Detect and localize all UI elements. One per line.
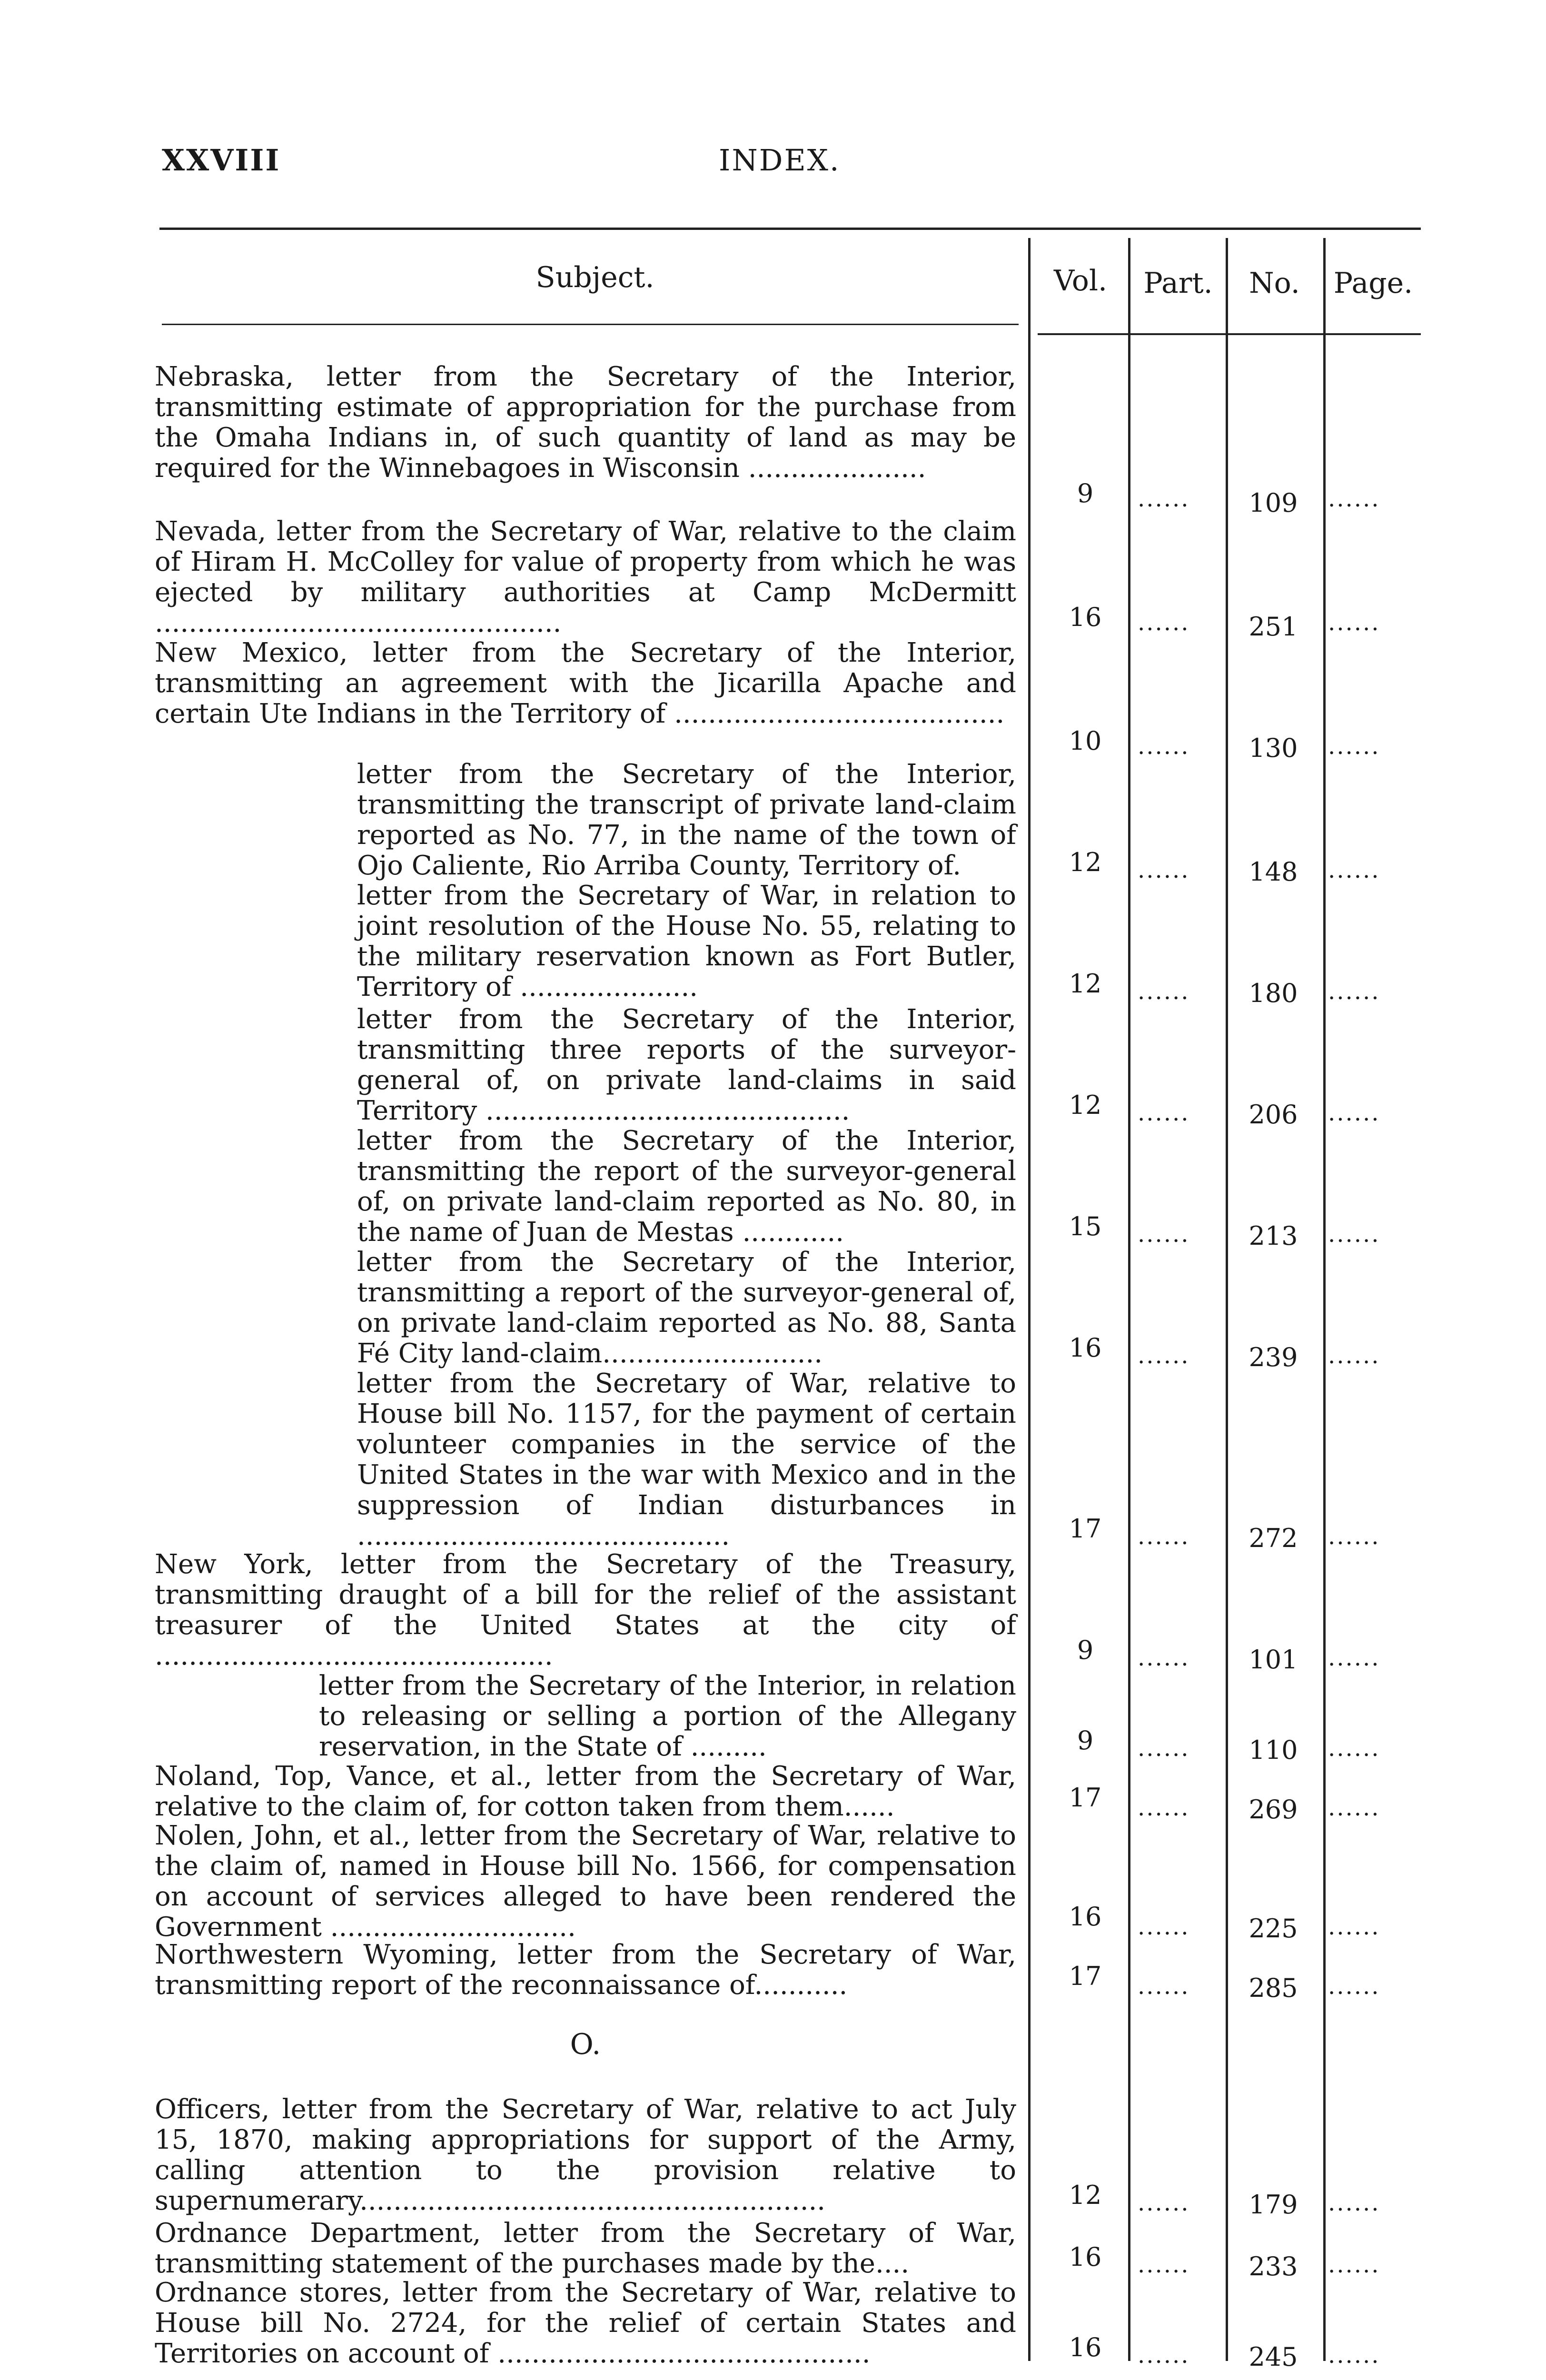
column-header-vol: Vol.: [1053, 264, 1108, 298]
index-entry: [357, 1247, 1016, 1369]
index-entry: [357, 1368, 1016, 1551]
entry-part-placeholder: ......: [1138, 1100, 1190, 1126]
entry-vol: 16: [1069, 2332, 1102, 2362]
entry-vol: 15: [1069, 1211, 1102, 1241]
entry-no: 225: [1249, 1914, 1298, 1944]
entry-part-placeholder: ......: [1138, 1645, 1190, 1671]
entry-vol: 12: [1069, 1090, 1102, 1120]
entry-text: Officers, letter from the Secretary of War, relative to act July 15, 1870, making appropriations for support of the Army, calling attention to the provision relative to supernumerary.......................................................: [155, 2094, 1016, 2216]
index-entry: [319, 1671, 1016, 1762]
entry-text: letter from the Secretary of the Interior, transmitting three reports of the surveyor-general of, on private land-claims in said Territory ...........................................: [357, 1004, 1016, 1126]
entry-no: 251: [1249, 612, 1298, 642]
column-header-subject: Subject.: [535, 261, 654, 294]
index-entry: [357, 1126, 1016, 1248]
column-header-part: Part.: [1143, 267, 1213, 300]
entry-page-placeholder: ......: [1328, 1523, 1380, 1550]
entry-page-placeholder: ......: [1328, 1221, 1380, 1248]
entry-page-placeholder: ......: [1328, 2251, 1380, 2278]
entry-no: 101: [1249, 1645, 1298, 1675]
entry-part-placeholder: ......: [1138, 609, 1190, 636]
entry-text: Noland, Top, Vance, et al., letter from the Secretary of War, relative to the claim of, for cotton taken from them......: [155, 1761, 1016, 1822]
entry-text: letter from the Secretary of the Interior, transmitting the transcript of private land-claim reported as No. 77, in the name of the town of Ojo Caliente, Rio Arriba County, Territory of.: [357, 759, 1016, 881]
entry-text: letter from the Secretary of the Interior, transmitting a report of the surveyor-general of, on private land-claim reported as No. 88, Santa Fé City land-claim..........................: [357, 1247, 1016, 1369]
entry-vol: 17: [1069, 1783, 1102, 1813]
index-entry: [155, 1821, 1016, 1943]
column-divider-no-page: [1323, 238, 1326, 2361]
entry-text: Nevada, letter from the Secretary of War, relative to the claim of Hiram H. McColley for value of property from which he was ejected by military authorities at Camp McDermitt ................................................: [155, 516, 1016, 638]
index-entry: [155, 2218, 1016, 2279]
entry-vol: 12: [1069, 847, 1102, 877]
entry-page-placeholder: ......: [1328, 1342, 1380, 1369]
entry-vol: 9: [1077, 1635, 1094, 1665]
entry-part-placeholder: ......: [1138, 1523, 1190, 1550]
entry-page-placeholder: ......: [1328, 978, 1380, 1005]
column-divider-subject-vol: [1028, 238, 1031, 2361]
entry-no: 179: [1249, 2190, 1298, 2220]
entry-part-placeholder: ......: [1138, 1735, 1190, 1762]
entry-vol: 9: [1077, 1726, 1094, 1755]
entry-no: 233: [1249, 2251, 1298, 2281]
index-entry: [155, 1549, 1016, 1671]
entry-vol: 16: [1069, 2242, 1102, 2272]
page-number: XXVIII: [162, 143, 281, 178]
entry-vol: 16: [1069, 602, 1102, 632]
entry-no: 110: [1249, 1735, 1298, 1765]
entry-vol: 16: [1069, 1902, 1102, 1932]
index-entry: [357, 759, 1016, 881]
entry-page-placeholder: ......: [1328, 733, 1380, 760]
index-entry: [155, 638, 1016, 729]
entry-no: 130: [1249, 733, 1298, 763]
entry-text: letter from the Secretary of War, in relation to joint resolution of the House No. 55, relating to the military reservation known as Fort Butler, Territory of .....................: [357, 880, 1016, 1002]
index-entry: [357, 1004, 1016, 1126]
entry-part-placeholder: ......: [1138, 1221, 1190, 1248]
entry-part-placeholder: ......: [1138, 486, 1190, 512]
entry-text: New York, letter from the Secretary of the Treasury, transmitting draught of a bill for the relief of the assistant treasurer of the United States at the city of ...............................................: [155, 1549, 1016, 1671]
entry-text: Northwestern Wyoming, letter from the Secretary of War, transmitting report of the reconnaissance of...........: [155, 1939, 1016, 2001]
entry-page-placeholder: ......: [1328, 2342, 1380, 2369]
entry-no: 180: [1249, 978, 1298, 1008]
entry-part-placeholder: ......: [1138, 733, 1190, 760]
entry-part-placeholder: ......: [1138, 1795, 1190, 1821]
entry-no: 213: [1249, 1221, 1298, 1251]
entry-page-placeholder: ......: [1328, 486, 1380, 512]
index-entry: [155, 2278, 1016, 2369]
entry-no: 269: [1249, 1795, 1298, 1825]
entry-vol: 12: [1069, 2180, 1102, 2210]
entry-page-placeholder: ......: [1328, 857, 1380, 883]
entry-vol: 12: [1069, 969, 1102, 999]
entry-no: 109: [1249, 488, 1298, 518]
subject-header-underline: [162, 324, 1019, 325]
entry-vol: 10: [1069, 726, 1102, 756]
entry-part-placeholder: ......: [1138, 1342, 1190, 1369]
entry-page-placeholder: ......: [1328, 1100, 1380, 1126]
entry-page-placeholder: ......: [1328, 1973, 1380, 2000]
entry-no: 245: [1249, 2342, 1298, 2372]
index-entry: [155, 2094, 1016, 2216]
page-title: INDEX.: [719, 143, 841, 178]
entry-page-placeholder: ......: [1328, 1914, 1380, 1940]
entry-page-placeholder: ......: [1328, 1795, 1380, 1821]
entry-text: Nolen, John, et al., letter from the Secretary of War, relative to the claim of, named in House bill No. 1566, for compensation on account of services alleged to have been rendered the Government .............................: [155, 1820, 1016, 1943]
entry-page-placeholder: ......: [1328, 609, 1380, 636]
index-entry: [155, 362, 1016, 484]
entry-part-placeholder: ......: [1138, 2342, 1190, 2369]
column-divider-part-no: [1226, 238, 1228, 2361]
section-letter: O.: [570, 2028, 601, 2061]
entry-part-placeholder: ......: [1138, 978, 1190, 1005]
index-entry: [155, 516, 1016, 638]
entry-no: 206: [1249, 1100, 1298, 1130]
column-header-no: No.: [1249, 267, 1300, 300]
entry-text: letter from the Secretary of War, relative to House bill No. 1157, for the payment of certain volunteer companies in the service of the United States in the war with Mexico and in the suppression of Indian disturbances in ............................................: [357, 1368, 1016, 1551]
entry-no: 148: [1249, 857, 1298, 887]
entry-part-placeholder: ......: [1138, 1914, 1190, 1940]
entry-vol: 9: [1077, 478, 1094, 508]
index-entry: [155, 1940, 1016, 2001]
entry-vol: 17: [1069, 1514, 1102, 1544]
entry-part-placeholder: ......: [1138, 2190, 1190, 2216]
entry-no: 272: [1249, 1523, 1298, 1553]
columns-header-underline: [1038, 333, 1421, 335]
entry-text: letter from the Secretary of the Interior, in relation to releasing or selling a portion of the Allegany reservation, in the State of .........: [319, 1670, 1016, 1762]
index-entry: [357, 881, 1016, 1002]
entry-no: 285: [1249, 1973, 1298, 2003]
entry-text: letter from the Secretary of the Interior, transmitting the report of the surveyor-general of, on private land-claim reported as No. 80, in the name of Juan de Mestas ............: [357, 1125, 1016, 1248]
top-rule: [159, 228, 1421, 230]
entry-vol: 17: [1069, 1961, 1102, 1991]
entry-vol: 16: [1069, 1333, 1102, 1363]
column-header-page: Page.: [1333, 267, 1413, 300]
index-entry: [155, 1761, 1016, 1822]
entry-text: Nebraska, letter from the Secretary of the Interior, transmitting estimate of appropriation for the purchase from the Omaha Indians in, of such quantity of land as may be required for the Winnebagoes in Wisconsin .....................: [155, 361, 1016, 484]
entry-text: New Mexico, letter from the Secretary of the Interior, transmitting an agreement with the Jicarilla Apache and certain Ute Indians in the Territory of .......................................: [155, 637, 1016, 729]
entry-text: Ordnance Department, letter from the Secretary of War, transmitting statement of the purchases made by the....: [155, 2218, 1016, 2279]
entry-part-placeholder: ......: [1138, 2251, 1190, 2278]
entry-page-placeholder: ......: [1328, 2190, 1380, 2216]
entry-part-placeholder: ......: [1138, 1973, 1190, 2000]
entry-part-placeholder: ......: [1138, 857, 1190, 883]
entry-page-placeholder: ......: [1328, 1735, 1380, 1762]
entry-text: Ordnance stores, letter from the Secretary of War, relative to House bill No. 2724, for the relief of certain States and Territories on account of ............................................: [155, 2277, 1016, 2369]
entry-page-placeholder: ......: [1328, 1645, 1380, 1671]
entry-no: 239: [1249, 1342, 1298, 1372]
column-divider-vol-part: [1128, 238, 1130, 2361]
